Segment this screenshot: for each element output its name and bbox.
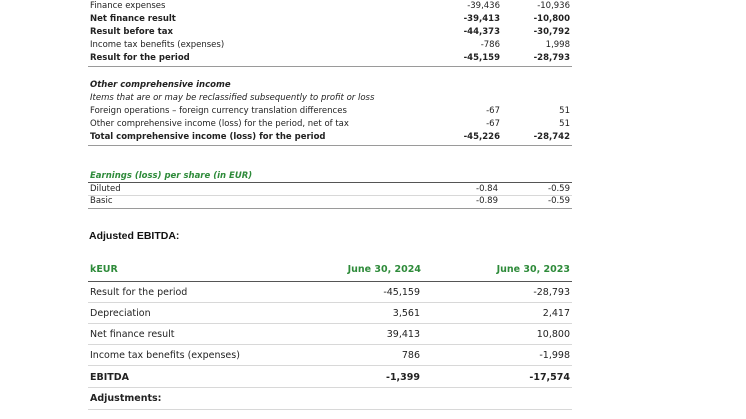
table-row-label: EBITDA <box>90 372 129 383</box>
table-row-value-2023: -28,793 <box>533 287 570 298</box>
row-label: Total comprehensive income (loss) for the period <box>90 132 326 142</box>
row-value-2024: -0.89 <box>476 196 498 206</box>
row-label: Result for the period <box>90 53 190 63</box>
table-row-value-2023: 2,417 <box>542 308 570 319</box>
table-row-value-2023: 10,800 <box>536 329 570 340</box>
row-value-2024: -67 <box>486 119 500 129</box>
ebitda-header-2023: June 30, 2023 <box>496 264 570 275</box>
row-value-2023: 1,998 <box>545 40 570 50</box>
row-divider <box>88 323 572 324</box>
row-value-2024: -0.84 <box>476 184 498 194</box>
row-value-2024: -39,436 <box>467 1 500 11</box>
row-label: Net finance result <box>90 14 176 24</box>
row-label: Basic <box>90 196 113 206</box>
row-value-2024: -44,373 <box>463 27 500 37</box>
table-row-label: Result for the period <box>90 287 188 298</box>
row-value-2024: -45,159 <box>463 53 500 63</box>
row-divider <box>88 344 572 345</box>
row-value-2023: -10,936 <box>537 1 570 11</box>
table-row-value-2023: -17,574 <box>529 372 570 383</box>
table-row-value-2024: -1,399 <box>386 372 420 383</box>
row-value-2023: -30,792 <box>533 27 570 37</box>
ebitda-header-2024: June 30, 2024 <box>347 264 421 275</box>
ebitda-title: Adjusted EBITDA: <box>89 230 180 242</box>
table-row-label: Income tax benefits (expenses) <box>90 350 240 361</box>
table-row-value-2024: -45,159 <box>383 287 420 298</box>
eps-heading-rule <box>88 182 572 183</box>
table-row-value-2024: 39,413 <box>386 329 420 340</box>
row-label: Income tax benefits (expenses) <box>90 40 225 50</box>
ebitda-header-rule <box>88 281 572 282</box>
row-label: Diluted <box>90 184 121 194</box>
row-divider <box>88 195 572 196</box>
row-value-2023: 51 <box>559 119 570 129</box>
row-value-2023: -28,793 <box>533 53 570 63</box>
row-value-2023: -0.59 <box>548 184 570 194</box>
section-divider <box>88 145 572 146</box>
row-value-2023: -28,742 <box>533 132 570 142</box>
oci-heading: Other comprehensive income <box>90 80 231 90</box>
row-value-2023: -10,800 <box>533 14 570 24</box>
row-divider <box>88 302 572 303</box>
adjustments-label: Adjustments: <box>90 393 162 404</box>
table-row-value-2024: 3,561 <box>392 308 420 319</box>
table-row-label: Depreciation <box>90 308 151 319</box>
table-row-value-2024: 786 <box>401 350 420 361</box>
row-value-2023: 51 <box>559 106 570 116</box>
row-label: Foreign operations – foreign currency translation differences <box>90 106 347 116</box>
row-value-2024: -45,226 <box>463 132 500 142</box>
row-divider <box>88 409 572 410</box>
oci-subheading: Items that are or may be reclassified subsequently to profit or loss <box>90 93 375 103</box>
row-divider <box>88 208 572 209</box>
row-value-2024: -67 <box>486 106 500 116</box>
table-row-label: Net finance result <box>90 329 175 340</box>
ebitda-header-unit: kEUR <box>90 264 118 275</box>
row-value-2024: -786 <box>480 40 500 50</box>
row-divider <box>88 387 572 388</box>
row-label: Result before tax <box>90 27 173 37</box>
section-divider <box>88 66 572 67</box>
row-divider <box>88 365 572 366</box>
row-value-2024: -39,413 <box>463 14 500 24</box>
table-row-value-2023: -1,998 <box>539 350 570 361</box>
row-label: Finance expenses <box>90 1 166 11</box>
eps-heading: Earnings (loss) per share (in EUR) <box>90 171 253 181</box>
row-label: Other comprehensive income (loss) for the period, net of tax <box>90 119 349 129</box>
row-value-2023: -0.59 <box>548 196 570 206</box>
